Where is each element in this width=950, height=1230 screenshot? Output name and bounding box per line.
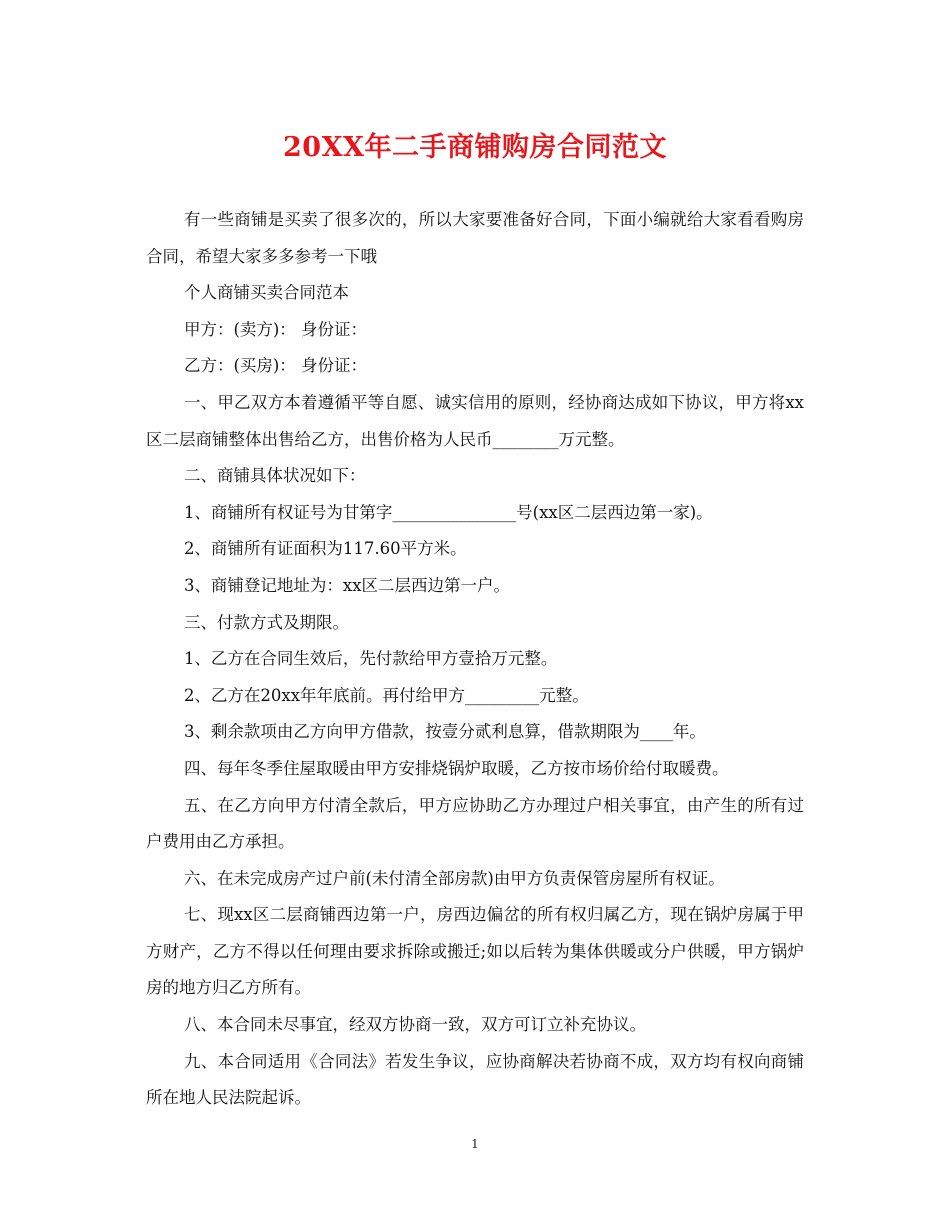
clause-3-item-1: 1、乙方在合同生效后，先付款给甲方壹拾万元整。 <box>183 649 558 669</box>
clause-8: 八、本合同未尽事宜，经双方协商一致，双方可订立补充协议。 <box>183 1015 646 1035</box>
clause-1: 一、甲乙双方本着遵循平等自愿、诚实信用的原则，经协商达成如下协议，甲方将xx区二层商铺整体出售给乙方，出售价格为人民币________万元整。 <box>146 392 804 449</box>
intro-paragraph: 有一些商铺是买卖了很多次的，所以大家要准备好合同，下面小编就给大家看看购房合同，希望大家多多参考一下哦 <box>146 210 804 266</box>
clause-7: 七、现xx区二层商铺西边第一户，房西边偏岔的所有权归属乙方，现在锅炉房属于甲方财产，乙方不得以任何理由要求拆除或搬迁;如以后转为集体供暖或分户供暖，甲方锅炉房的地方归乙方所有。 <box>146 905 804 998</box>
clause-2-item-1: 1、商铺所有权证号为甘第字_______________号(xx区二层西边第一家)。 <box>183 502 713 522</box>
document-body <box>146 202 804 1117</box>
clause-3-item-3: 3、剩余款项由乙方向甲方借款，按壹分贰利息算，借款期限为____年。 <box>183 722 706 742</box>
clause-2: 二、商铺具体状况如下： <box>183 466 366 486</box>
clause-3-item-2: 2、乙方在20xx年年底前。再付给甲方_________元整。 <box>183 685 589 705</box>
party-b-line: 乙方：(买房)： 身份证： <box>183 356 368 376</box>
clause-5: 五、在乙方向甲方付清全款后，甲方应协助乙方办理过户相关事宜，由产生的所有过户费用由乙方承担。 <box>146 795 804 852</box>
clause-3: 三、付款方式及期限。 <box>183 612 349 632</box>
section-heading: 个人商铺买卖合同范本 <box>183 283 349 303</box>
clause-2-item-3: 3、商铺登记地址为：xx区二层西边第一户。 <box>183 575 511 595</box>
clause-4: 四、每年冬季住屋取暖由甲方安排烧锅炉取暖，乙方按市场价给付取暖费。 <box>183 758 729 778</box>
document-title: 20XX年二手商铺购房合同范文 <box>283 132 667 163</box>
clause-2-item-2: 2、商铺所有证面积为117.60平方米。 <box>183 539 467 559</box>
page-number: 1 <box>471 1137 479 1151</box>
clause-6: 六、在未完成房产过户前(未付清全部房款)由甲方负责保管房屋所有权证。 <box>183 868 725 888</box>
clause-9: 九、本合同适用《合同法》若发生争议，应协商解决若协商不成，双方均有权向商铺所在地人民法院起诉。 <box>146 1051 804 1108</box>
party-a-line: 甲方：(卖方)： 身份证： <box>183 319 368 339</box>
